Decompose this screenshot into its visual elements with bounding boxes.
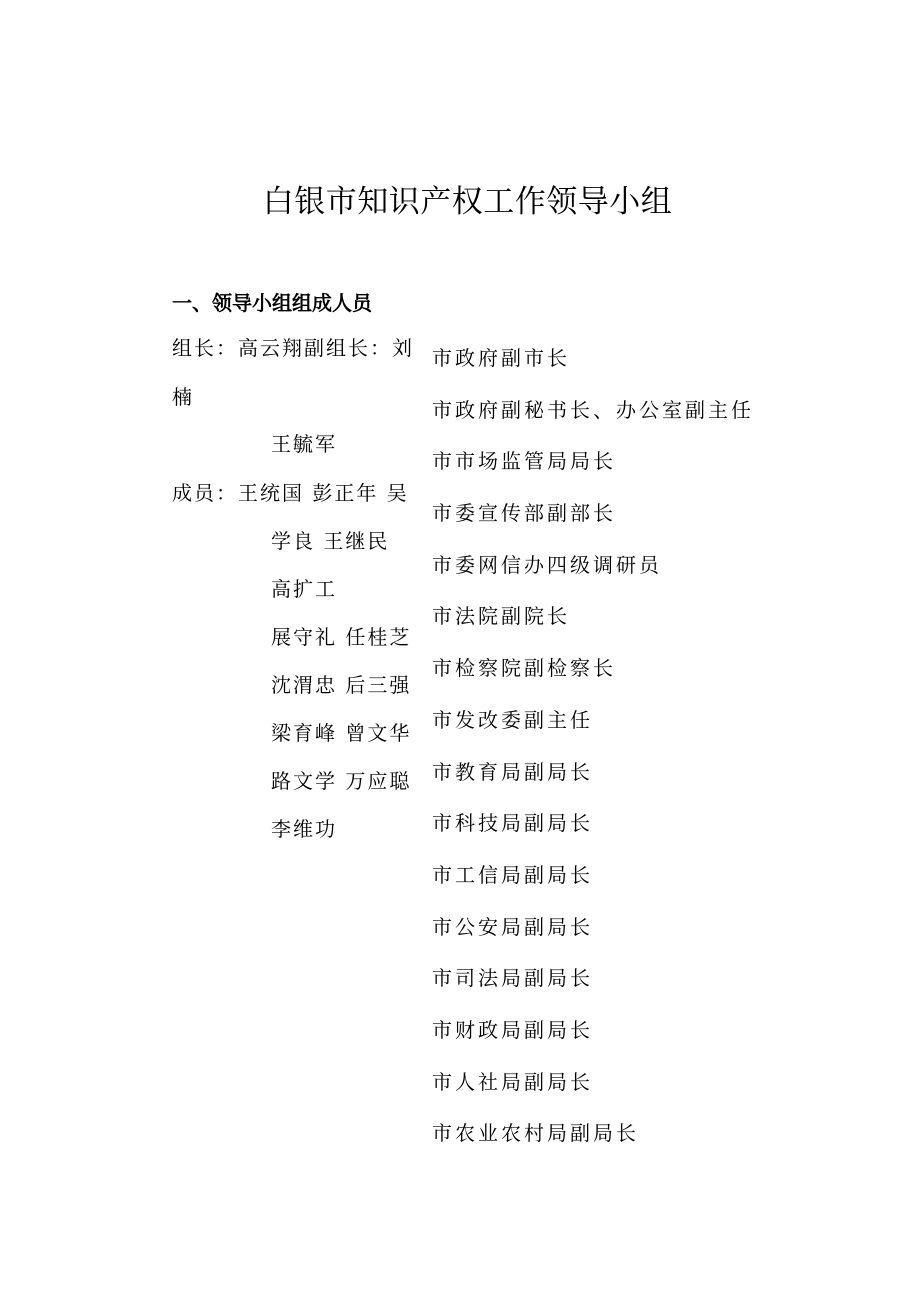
position-item: 市委网信办四级调研员 [432,552,662,577]
position-item: 市市场监管局局长 [432,449,616,474]
members-line: 李维功 [271,817,337,841]
position-item: 市司法局副局长 [432,966,593,991]
members-line: 路文学 万应聪 [271,769,412,793]
members-first-line: 成员：王统国 彭正年 吴 [172,481,409,505]
position-item: 市人社局副局长 [432,1069,593,1094]
positions-list [432,348,754,1175]
leader-line: 组长：高云翔副组长：刘 [172,336,414,360]
position-item: 市公安局副局长 [432,914,593,939]
position-item: 市科技局副局长 [432,811,593,836]
position-item: 市政府副秘书长、办公室副主任 [432,397,754,422]
position-item: 市法院副院长 [432,604,570,629]
members-line: 梁育峰 曾文华 [271,721,412,745]
position-item: 市农业农村局副局长 [432,1121,639,1146]
position-item: 市检察院副检察长 [432,656,616,681]
deputy-leader-name: 王毓军 [271,432,337,456]
position-item: 市教育局副局长 [432,759,593,784]
members-line: 学良 王继民 [271,529,390,553]
position-item: 市发改委副主任 [432,707,593,732]
position-item: 市委宣传部副部长 [432,501,616,526]
position-item: 市政府副市长 [432,346,570,370]
position-item: 市财政局副局长 [432,1017,593,1042]
leader-line-wrap: 楠 [172,385,194,409]
members-line: 展守礼 任桂芝 [271,625,412,649]
members-line: 高扩工 [271,577,337,601]
document-title: 白银市知识产权工作领导小组 [262,184,673,220]
section-heading: 一、领导小组组成人员 [172,291,372,315]
members-line: 沈渭忠 后三强 [271,673,412,697]
position-item: 市工信局副局长 [432,862,593,887]
